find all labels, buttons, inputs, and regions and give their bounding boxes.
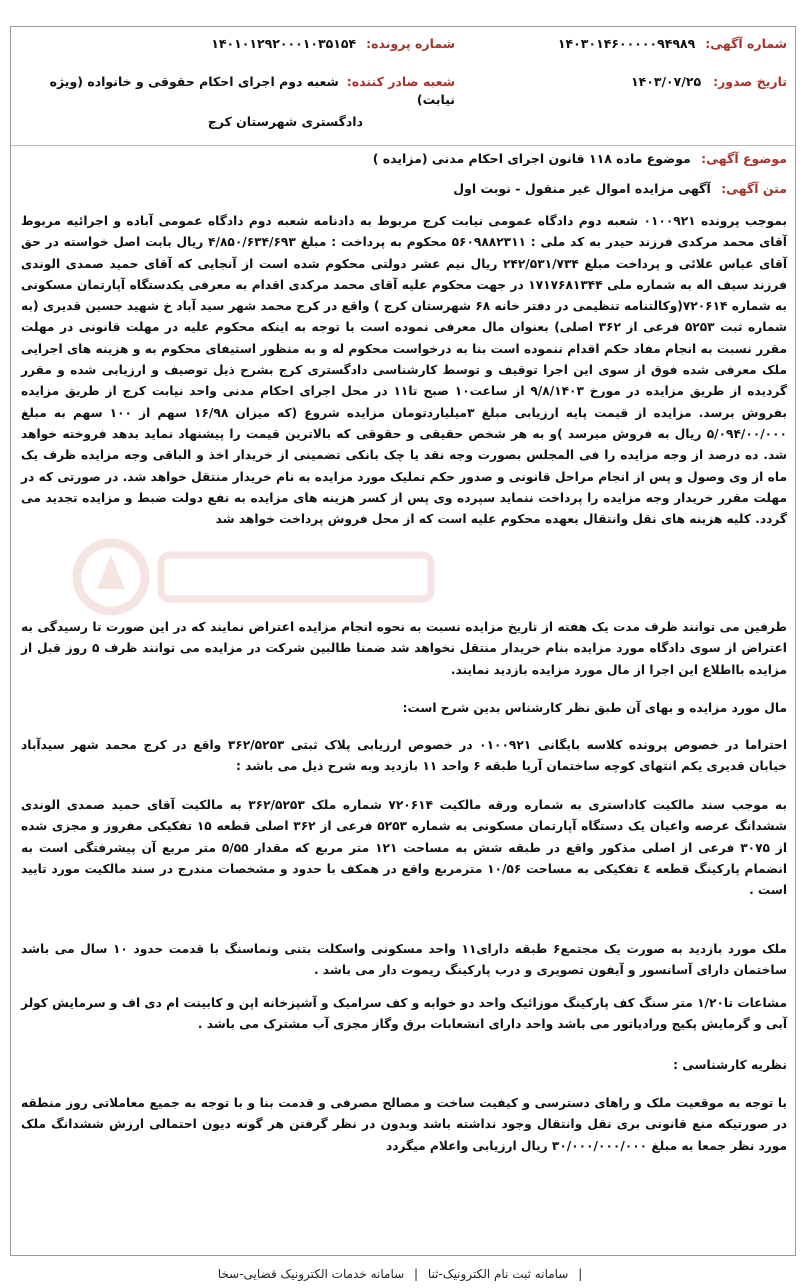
file-number: ۱۴۰۱۰۱۲۹۲۰۰۰۱۰۳۵۱۵۴	[211, 36, 357, 51]
paragraph-opinion-heading: نظریه کارشناسی :	[673, 1058, 787, 1072]
notice-document	[10, 26, 796, 1256]
footer-bar: | سامانه ثبت نام الکترونیک-ثنا | سامانه خدمات الکترونیک قضایی-سخا	[0, 1263, 806, 1288]
issue-date: ۱۴۰۳/۰۷/۲۵	[630, 74, 702, 89]
paragraph-building: ملک مورد بازدید به صورت یک مجتمع۶ طبقه دارای۱۱ واحد مسکونی واسکلت بتنی ونماسنگ با قدمت حدود ۱۰ سال می باشد ساختمان دارای آسانسور و آیفون تصویری و درب پارکینگ ریموت دار می باشد .	[21, 942, 787, 978]
header-divider	[11, 145, 795, 146]
subject-value: موضوع ماده ۱۱۸ قانون اجرای احکام مدنی (مزایده )	[372, 151, 691, 166]
paragraph-amenities: مشاعات تا۱/۲۰ متر سنگ کف پارکینگ موزائیک واحد دو خوابه و کف سرامیک و آشپزخانه اپن و کابینت ام دی اف و سرمایش کولر آبی و گرمایش پکیج ورادیاتور می باشد واحد دارای انشعابات برق وگاز مجزی آب مشترک می باشد .	[21, 996, 787, 1032]
file-number-row	[211, 35, 455, 53]
paragraph-main: بموجب پرونده ۰۱۰۰۹۲۱ شعبه دوم دادگاه عمومی نیابت کرج مربوط به دادنامه شعبه دوم دادگاه عمومی آباده و اجرائیه مربوط آقای محمد مرکدی فرزند حیدر به کد ملی : ۵۶۰۹۸۸۲۳۱۱ محکوم به پرداخت : مبلغ ۴/۸۵۰/۶۳۴/۶۹۳ ریال بابت اصل خواسته در حق آقای عباس علائی و پرداخت مبلغ ۲۴۲/۵۳۱/۷۳۴ ریال نیم عشر دولتی محکوم شده است از آنجایی که آقای حمید صمدی الوندی فرزند سیف اله به شماره ملی ۱۷۱۷۶۸۱۳۴۴ در جهت محکوم علیه آقای محمد مرکدی اقدام به معرفی یکدستگاه آپارتمان مسکونی به شماره ۷۲۰۶۱۴(وکالتنامه تنظیمی در دفتر خانه ۶۸ شهرستان کرج ) واقع در کرج محمد شهر سید آباد خ شهید حسین قدیری (به شماره ثبت ۵۲۵۳ فرعی از ۳۶۲ اصلی) بعنوان مال معرفی نموده است با توجه به اینکه محکوم علیه در مهلت قانونی در مهلت مقرر نسبت به انجام مفاد حکم اقدام ننموده است بنا به درخواست محکوم له و به منظور استیفای محکوم به و هزینه های اجرایی ملک معرفی شده فوق از سوی این اجرا توقیف و توسط کارشناسی دادگستری کرج بشرح ذیل توصیف و ارزیابی شده و مقرر گردیده از طریق مزایده در مورخ ۹/۸/۱۴۰۳ از ساعت۱۰ صبح تا۱۱ در محل اجرای احکام مدنی واحد نیابت کرج از طریق مزایده بفروش برسد. مزایده از قیمت پایه ارزیابی مبلغ ۳میلیاردتومان مزایده شروع (که میزان ۱۶/۹۸ سهم از ۱۰۰ سهم به مبلغ ۵/۰۹۴/۰۰/۰۰۰ ریال به فروش میرسد )و به هر شخص حقیقی و حقوقی که بالاترین قیمت را پیشنهاد نماید بدهد فروخته خواهد شد. ده درصد از وجه مزایده را فی المجلس بصورت وجه نقد یا چک بانکی تضمینی از خریدار اخذ و الباقی وجه مزایده ظرف یک ماه از وی وصول و پس از انجام مراحل قانونی و صدور حکم تملیک مورد مزایده به نام خریدار منتقل خواهد شد. در صورتی که در مهلت مقرر خریدار وجه مزایده را پرداخت ننماید سپرده وی پس از کسر هزینه های مزایده به نفع دولت ضبط و مزایده تجدید می گردد. کلیه هزینه های نقل وانتقال بعهده محکوم علیه است که از محل فروش پرداخت خواهد شد	[21, 214, 788, 527]
footer-link-sakha[interactable]: سامانه خدمات الکترونیک قضایی-سخا	[217, 1267, 405, 1281]
watermark-logo	[71, 527, 451, 627]
paragraph-deed: به موجب سند مالکیت کاداستری به شماره ورقه مالکیت ۷۲۰۶۱۴ شماره ملک ۳۶۲/۵۲۵۳ به مالکیت آقای حمید صمدی الوندی ششدانگ عرصه واعیان یک دستگاه آپارتمان مسکونی به شماره ۵۲۵۳ فرعی از ۳۶۲ اصلی قطعه ۱۵ تفکیکی مفروز و مجزی شده از ۳۰۷۵ فرعی از اصلی مذکور واقع در طبقه شش به مساحت ۱۲۱ متر مربع که مقدار ۵/۵۵ متر مربع آن پیشرفتگی است به انضمام پارکینگ قطعه ٤ تفکیکی به مساحت ۱۰/۵۶ مترمربع واقع در همکف با حدود و مشخصات مندرج در سند مالکیت مورد تایید است .	[21, 798, 788, 898]
paragraph-expert-intro: مال مورد مزایده و بهای آن طبق نظر کارشناس بدین شرح است:	[402, 701, 787, 715]
text-title-label: متن آگهی:	[721, 181, 787, 196]
notice-number-row	[558, 35, 787, 53]
text-title-row	[453, 181, 787, 196]
paragraph-valuation: با توجه به موقعیت ملک و راهای دسترسی و کیفیت ساخت و مصالح مصرفی و قدمت بنا و با توجه به جمیع معاملاتی روز منطقه در صورتیکه منع قانونی بری نقل وانتقال وجود نداشته باشد وبدون در نظر گرفتن هر گونه دیون احتمالی ارزش ششدانگ ملک مورد نظر جمعا به مبلغ ۳۰/۰۰۰/۰۰۰/۰۰۰ ریال ارزیابی واعلام میگردد	[21, 1096, 787, 1153]
issuer-line2: دادگستری شهرستان کرج	[207, 114, 363, 129]
issuer-row	[15, 73, 455, 131]
subject-label: موضوع آگهی:	[701, 151, 787, 166]
issuer-label: شعبه صادر کننده:	[346, 74, 455, 89]
text-title-value: آگهی مزایده اموال غیر منقول - نوبت اول	[453, 181, 711, 196]
paragraph-objection: طرفین می توانند ظرف مدت یک هفته از تاریخ مزایده نسبت به نحوه انجام مزایده اعتراض نمایند که در این صورت تا رسیدگی به اعتراض از سوی دادگاه مورد مزایده بنام خریدار منتقل نخواهد شد ضمنا طالبین شرکت در مزایده می توانند ظرف ۵ روز قبل از مزایده بااطلاع این اجرا از مال مورد مزایده بازدید نمایند.	[21, 620, 787, 677]
issue-date-label: تاریخ صدور:	[713, 74, 787, 89]
issue-date-row	[631, 73, 787, 91]
file-number-label: شماره پرونده:	[366, 36, 455, 51]
footer-link-sana[interactable]: سامانه ثبت نام الکترونیک-ثنا	[427, 1267, 569, 1281]
subject-row	[373, 151, 787, 166]
notice-number-label: شماره آگهی:	[705, 36, 787, 51]
issuer-line1: شعبه دوم اجرای احکام حقوقی و خانواده (ویژه نیابت)	[49, 74, 455, 107]
notice-number: ۱۴۰۳۰۱۴۶۰۰۰۰۰۹۴۹۸۹	[557, 36, 696, 51]
paragraph-file-review: احتراما در خصوص پرونده کلاسه بایگانی ۰۱۰۰۹۲۱ در خصوص ارزیابی پلاک ثبتی ۳۶۲/۵۲۵۳ واقع در کرج محمد شهر سیدآباد خیابان قدیری یکم انتهای کوچه ساختمان آریا طبقه ۶ واحد ۱۱ بازدید وبه شرح ذیل می باشد :	[21, 738, 788, 774]
